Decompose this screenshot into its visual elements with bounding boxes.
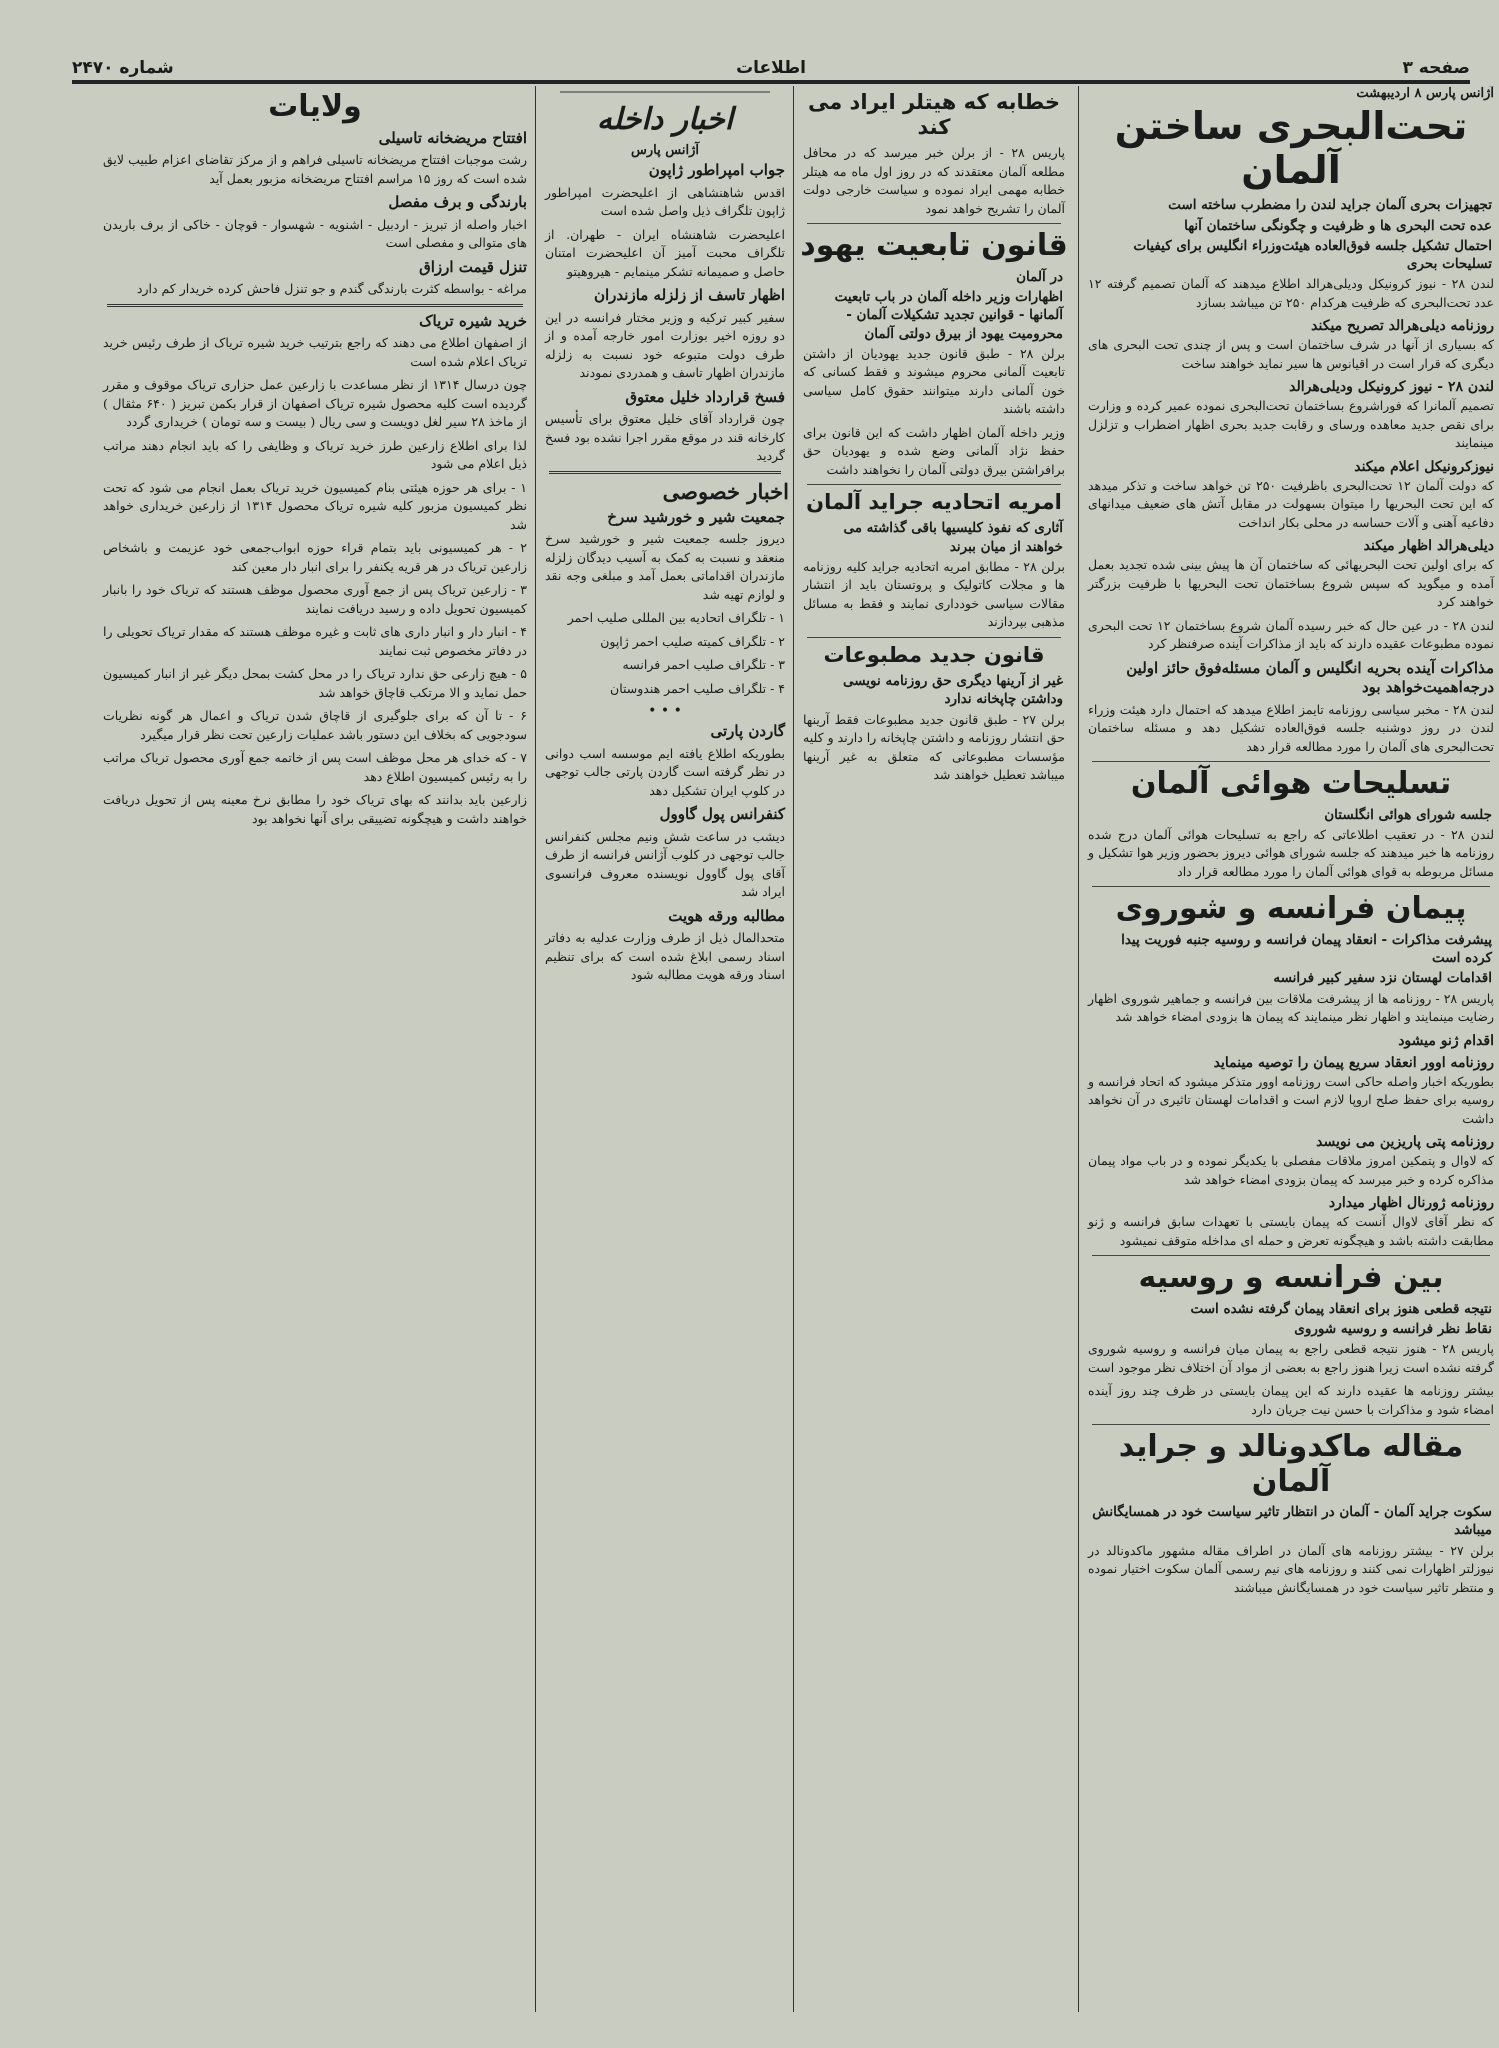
divider: [807, 484, 1061, 485]
paragraph: چون درسال ۱۳۱۴ از نظر مساعدت با زارعین عمل حزاری تریاک موقوف و مقرر گردیده است کلیه محصول شیره تریاک اصفهان از قرار بکمن تبریز ( ۶۴۰ مثقال ) از ماخذ ۲۸ سیر لغل دویست و سی ریال ( بیست و سه تومان ) خریداری گردد: [103, 377, 527, 429]
paragraph: برلن ۲۸ - طبق قانون جدید یهودیان از داشتن تابعیت آلمانی محروم میشوند و فقط کسانی که خون آلمانی دارند میتوانند حقوق کامل سیاسی داشته باشند: [803, 345, 1065, 417]
side-heading: روزنامه ژورنال اظهار میدارد: [1328, 1195, 1494, 1212]
paragraph: بطوریکه اطلاع یافته ایم موسسه اسب دوانی در نظر گرفته است گاردن پارتی جالب توجهی در کلوپ ایران تشکیل دهد: [545, 745, 785, 798]
subheadline: اظهارات وزیر داخله آلمان در باب تابعیت آلمانها - قوانین تجدید تشکیلات آلمان - محرومیت یهود از بیرق دولتی آلمان: [834, 289, 1063, 342]
paragraph: اقدس شاهنشاهی از اعلیحضرت امپراطور ژاپون تلگراف ذیل واصل شده است: [545, 184, 785, 218]
paragraph: ۵ - هیچ زارعی حق ندارد تریاک را در محل کشت بمحل دیگر غیر از انبار کمیسیون حمل نماید و الا مرتکب قاچاق خواهد شد: [103, 666, 527, 700]
headline-press-union: امریه اتحادیه جراید آلمان: [806, 490, 1062, 515]
headline: فسخ قرارداد خلیل معتوق: [625, 387, 785, 406]
column-rule: [793, 86, 794, 2012]
subheadline: آثاری که نفوذ کلیسیها باقی گذاشته می خواهند از میان ببرند: [843, 520, 1063, 555]
paragraph: ۷ - که خدای هر محل موظف است پس از خاتمه جمع آوری محصول تریاک مراتب را به رئیس کمیسیون اطلاع دهد: [103, 750, 527, 784]
divider: [107, 304, 523, 307]
paragraph: لندن ۲۸ - نیوز کرونیکل ودیلی‌هرالد اطلاع میدهند که آلمان تصمیم گرفته ۱۲ عدد تحت‌البحری که ظرفیت هرکدام ۲۵۰ تن میباشد بسازد: [1088, 276, 1494, 310]
headline-france-russia: بین فرانسه و روسیه: [1138, 1260, 1444, 1296]
subheadline: احتمال تشکیل جلسه فوق‌العاده هیئت‌وزراء انگلیس برای کیفیات تسلیحات بحری: [1133, 237, 1492, 273]
headline: بارندگی و برف مفصل: [388, 193, 527, 211]
column-foreign-news: [1084, 86, 1498, 2012]
paragraph: بیشتر روزنامه ها عقیده دارند که این پیمان بایستی در ظرف چند روز آینده امضاء شود و مذاکرات با حسن نیت جریان دارد: [1088, 1383, 1494, 1417]
agency-line: آژانس پارس ۸ اردیبهشت: [1356, 86, 1494, 101]
agency-line: آژانس پارس: [631, 143, 699, 158]
divider: [549, 471, 781, 474]
column-rule: [1078, 86, 1079, 2012]
paragraph: رشت موجبات افتتاح مریضخانه تاسیلی فراهم و از مرکز تقاضای اعزام طبیب لایق شده است که روز ۱۵ مراسم افتتاح مریضخانه مزبور بعمل آید: [103, 152, 527, 186]
paragraph: لندن ۲۸ - در تعقیب اطلاعاتی که راجع به تسلیحات هوائی آلمان درج شده روزنامه ها خبر میدهند که جلسه شورای هوائی دیروز بحضور وزیر هوا تشکیل و مسائل مربوطه به قوای هوائی آلمان را مورد مطالعه قرار داد: [1088, 826, 1495, 879]
headline-press-law: قانون جدید مطبوعات: [823, 642, 1045, 667]
divider: [807, 223, 1061, 224]
paper-name: اطلاعات: [736, 58, 806, 78]
paragraph: که لاوال و پتمکین امروز ملاقات مفصلی با یکدیگر نموده و در باب مواد پیمان مذاکره کرده و خبر میرسد که پیمان بزودی امضاء خواهد شد: [1088, 1153, 1494, 1187]
side-heading: اقدام ژنو میشود: [1398, 1032, 1494, 1049]
headline: افتتاح مریضخانه تاسیلی: [378, 128, 527, 147]
subheadline: جلسه شورای هوائی انگلستان: [1324, 806, 1492, 823]
divider: [1092, 761, 1490, 762]
headline: مطالبه ورقه هویت: [668, 906, 785, 925]
paragraph: از اصفهان اطلاع می دهند که راجع بترتیب خرید شیره تریاک از طرف رئیس خرید تریاک اعلام شده است: [103, 335, 527, 369]
headline: کنفرانس پول گاوول: [659, 805, 785, 824]
headline: تنزل قیمت ارزاق: [419, 257, 527, 276]
paragraph: سفیر کبیر ترکیه و وزیر مختار فرانسه در این دو روزه اخیر بوزارت امور خارجه آمده و از طرف دولت متبوعه خود نسبت به زلزله مازندران اظهار تاسف و همدردی نمودند: [545, 309, 785, 380]
paragraph: ۳ - تلگراف صلیب احمر فرانسه: [622, 657, 785, 673]
ornament-line: [550, 86, 780, 98]
paragraph: که برای اولین تحت البحریهائی که ساختمان آن ها پیش بینی شده تجدید بعمل آمده و میگوید که سپس شروع بساختمان تحت البحریها با ظرفیت بزرگتر خواهند کرد: [1088, 557, 1494, 610]
headline-air-armament: تسلیحات هوائی آلمان: [1130, 766, 1452, 802]
subheadline: عده تحت البحری ها و ظرفیت و چگونگی ساختمان آنها: [1184, 217, 1492, 234]
side-heading: نیوزکرونیکل اعلام میکند: [1354, 458, 1494, 475]
headline: اظهار تاسف از زلزله مازندران: [593, 286, 785, 304]
headline: خرید شیره تریاک: [419, 311, 527, 330]
column-domestic-news: [541, 86, 789, 2012]
side-heading: روزنامه پتی پاریزین می نویسد: [1316, 1134, 1494, 1151]
paragraph: دیروز جلسه جمعیت شیر و خورشید سرخ منعقد و نسبت به کمک به آسیب دیدگان زلزله مازندران اقداماتی بعمل آمد و مبلغی وجه نقد و لوازم تهیه شد: [545, 531, 785, 602]
side-heading: لندن ۲۸ - نیوز کرونیکل ودیلی‌هرالد: [1289, 379, 1494, 396]
paragraph: برلن ۲۷ - بیشتر روزنامه های آلمان در اطراف مقاله مشهور ماکدونالد در نیوزلتر اظهارات نمی کنند و روزنامه های نیم رسمی آلمان سکوت اختیار نموده و منتظر تاثیر سیاست خود در همسایگانش میباشند: [1088, 1542, 1494, 1595]
paragraph: برلن ۲۸ - مطابق امریه اتحادیه جراید کلیه روزنامه ها و مجلات کاتولیک و پروتستان باید از انتشار مقالات سیاسی خودداری نمایند و فقط به مسائل مذهبی بپردازند: [803, 558, 1065, 630]
paragraph: ۶ - تا آن که برای جلوگیری از قاچاق شدن تریاک و اعمال هر گونه نظریات سودجویی که بخلاف این دستور باشد عملیات زارعین تحت نظر قرار میگیرد: [103, 708, 527, 742]
subheadline: در آلمان: [1016, 268, 1063, 285]
side-heading: روزنامه اوور انعقاد سریع پیمان را توصیه مینماید: [1213, 1054, 1494, 1071]
subheadline: نتیجه قطعی هنوز برای انعقاد پیمان گرفته نشده است: [1190, 1300, 1492, 1317]
headline: جواب امپراطور ژاپون: [648, 161, 785, 179]
paragraph: برلن ۲۷ - طبق قانون جدید مطبوعات فقط آرینها حق انتشار روزنامه و داشتن چاپخانه را دارند و کلیه مؤسسات مطبوعاتی که متعلق به غیر آرینها میباشد تعطیل خواهند شد: [803, 711, 1065, 782]
divider: [1092, 886, 1490, 887]
separator-dots: • • •: [648, 703, 682, 720]
paragraph: مراغه - بواسطه کثرت بارندگی گندم و جو تنزل فاحش کرده خریدار کم دارد: [136, 281, 527, 296]
subheadline: غیر از آرینها دیگری حق روزنامه نویسی وداشتن چاپخانه ندارد: [842, 673, 1063, 708]
column-germany: [799, 86, 1069, 2012]
paragraph: چون قرارداد آقای خلیل معتوق برای تأسیس کارخانه قند در موقع مقرر اجرا نشده بود فسخ گردید: [545, 411, 785, 463]
subheadline: نقاط نظر فرانسه و روسیه شوروی: [1294, 1320, 1492, 1337]
headline-submarines: تحت‌البحری ساختن آلمان: [1114, 104, 1468, 192]
headline: گاردن پارتی: [710, 722, 785, 741]
subheadline: تجهیزات بحری آلمان جراید لندن را مضطرب ساخته است: [1168, 197, 1492, 214]
paragraph: ۱ - تلگراف اتحادیه بین المللی صلیب احمر: [567, 610, 785, 626]
divider: [1092, 1424, 1490, 1425]
headline-jewish-citizenship: قانون تابعیت یهود: [800, 228, 1068, 264]
paragraph: اعلیحضرت شاهنشاه ایران - طهران. از تلگراف محبت آمیز آن اعلیحضرت امتنان حاصل و صمیمانه تشکر مینمایم - هیروهیتو: [545, 226, 785, 279]
paragraph: تصمیم آلمانرا که فوراشروع بساختمان تحت‌البحری نموده عمیر کرده و وزارت برای نقص جدید معاهده ورسای و رقابت جدید بحری اظهار اضطراب و تزلزل مینمایند: [1088, 398, 1494, 451]
paragraph: زارعین باید بدانند که بهای تریاک خود را مطابق نرخ معینه پس از تحویل دریافت خواهند داشت و هیچگونه تضییقی برای آنها نخواهد بود: [103, 792, 527, 826]
subheadline: پیشرفت مذاکرات - انعقاد پیمان فرانسه و روسیه جنبه فوریت پیدا کرده است: [1121, 931, 1492, 967]
column-provinces: [99, 86, 531, 2012]
paragraph: ۱ - برای هر حوزه هیئتی بنام کمیسیون خرید تریاک بعمل انجام می شود که تحت نظر کمیسیون مزبور کلیه شیره تریاک محصول ۱۳۱۴ از زارعین خریداری خواهد شد: [103, 479, 527, 532]
divider: [1092, 1255, 1490, 1256]
paragraph: متحدالمال ذیل از طرف وزارت عدلیه به دفاتر اسناد رسمی ابلاغ شده است که برای تنظیم اسناد ورقه هویت مطالبه شود: [545, 930, 785, 983]
paragraph: دیشب در ساعت شش ونیم مجلس کنفرانس جالب توجهی در کلوب آژانس فرانسه از طرف آقای پول گاوول نویسنده معروف فرانسوی ایراد شد: [545, 828, 785, 900]
paragraph: که بسیاری از آنها در شرف ساختمان است و پس از چندی تحت البحری های دیگری که قرار است در اقیانوس ها سیر نماید خواهند ساخت: [1088, 337, 1494, 371]
side-heading: روزنامه دیلی‌هرالد تصریح میکند: [1311, 318, 1494, 335]
paragraph: ۲ - هر کمیسیونی باید بتمام قراء حوزه ابواب‌جمعی خود عزیمت و باشخاص زارعین تریاک در هر قریه یکنفر را برای انبار دار معین کند: [103, 540, 527, 574]
paragraph: لذا برای اطلاع زارعین طرز خرید تریاک و وظایفی را که باید انجام دهند مراتب ذیل اعلام می شود: [103, 437, 527, 471]
headline-franco-soviet-pact: پیمان فرانسه و شوروی: [1115, 891, 1467, 927]
headline-hitler-speech: خطابه که هیتلر ایراد می کند: [808, 90, 1060, 140]
headline-talks: مذاکرات آینده بحریه انگلیس و آلمان مسئله‌فوق حائز اولین درجه‌اهمیت‌خواهد بود: [1126, 658, 1494, 697]
section-title-private-news: اخبار خصوصی: [662, 478, 789, 504]
side-heading: دیلی‌هرالد اظهار میکند: [1363, 538, 1494, 555]
paragraph: اخبار واصله از تبریز - اردبیل - اشنویه - شهسوار - قوچان - خاکی از برف باریدن های متوالی و مفصلی است: [103, 216, 527, 250]
paragraph: ۴ - انبار دار و انبار داری های ثابت و غیره موظف هستند که مقدار تریاک تحویلی را در دفاتر مخصوص ثبت نمایند: [103, 624, 527, 658]
paragraph: لندن ۲۸ - مخبر سیاسی روزنامه‌ تایمز اطلاع میدهد که احتمال دارد هیئت وزراء لندن در روز دوشنبه جلسه فوق‌العاده تشکیل دهد و مسئله ساختمان تحت‌البحری های آلمان را مورد مطالعه قرار دهد: [1088, 701, 1495, 754]
paragraph: بطوریکه اخبار واصله حاکی است روزنامه اوور متذکر میشود که اتحاد فرانسه و روسیه برای حفظ صلح اروپا لازم است و اقدامات لهستان تاثیری در آن نخواهد داشت: [1088, 1073, 1494, 1126]
masthead: [72, 58, 1470, 84]
section-title-provinces: ولایات: [268, 89, 362, 124]
paragraph: که نظر آقای لاوال آنست که پیمان بایستی با تعهدات سابق فرانسه و ژنو مطابقت داشته باشد و هیچگونه تعرض و حمله ای مداخله متوقف نمیشود: [1088, 1214, 1494, 1248]
paragraph: ۲ - تلگراف کمیته صلیب احمر ژاپون: [600, 633, 785, 649]
subheadline: اقدامات لهستان نزد سفیر کبیر فرانسه: [1273, 970, 1492, 987]
paragraph: که دولت آلمان ۱۲ تحت‌البحری باظرفیت ۲۵۰ تن خواهد ساخت و تذکر میدهد که این تحت البحریها را میتوان بسهولت در مقابل آتش های ضعیف میدانهای دفاعیه آهنی و آلات حساسه در محلی بکار انداخت: [1088, 477, 1494, 530]
paragraph: ۴ - تلگراف صلیب احمر هندوستان: [610, 680, 785, 696]
paragraph: پاریس ۲۸ - روزنامه ها از پیشرفت ملاقات بین فرانسه و جماهیر شوروی اظهار رضایت مینمایند و اظهار نظر مینمایند که پیمان ها بزودی امضاء خواهد شد: [1088, 990, 1494, 1025]
page-number: صفحه ۳: [1402, 58, 1470, 78]
paragraph: ۳ - زارعین تریاک پس از جمع آوری محصول موظف هستند که تریاک خود را بانبار کمیسیون تحویل داده و رسید دریافت نمایند: [103, 582, 527, 616]
paragraph: پاریس ۲۸ - از برلن خبر میرسد که در محافل مطلعه آلمان معتقدند که در روز اول ماه مه هیتلر خطابه مهمی ایراد نموده و سیاست خارجی دولت آلمان را تشریح خواهد نمود: [803, 145, 1065, 216]
headline-macdonald-article: مقاله ماکدونالد و جراید آلمان: [1118, 1429, 1464, 1499]
headline: جمعیت شیر و خورشید سرخ: [607, 507, 785, 526]
divider: [807, 637, 1061, 638]
paragraph: لندن ۲۸ - در عین حال که خبر رسیده آلمان شروع بساختمان ۱۲ تحت البحری نموده مطبوعات عقیده دارند که باید از مذاکرات آینده صرفنظر کرد: [1088, 617, 1495, 652]
column-rule: [535, 86, 536, 2012]
subheadline: سکوت جراید آلمان - آلمان در انتظار تاثیر سیاست خود در همسایگانش میباشد: [1092, 1504, 1492, 1539]
section-title: اخبار داخله: [596, 102, 734, 137]
paragraph: پاریس ۲۸ - هنوز نتیجه قطعی راجع به پیمان میان فرانسه و روسیه شوروی گرفته نشده است زیرا هنوز راجع به بعضی از مواد آن اختلاف نظر موجود است: [1088, 1341, 1494, 1375]
issue-number: شماره ۲۴۷۰: [72, 58, 174, 78]
paragraph: وزیر داخله آلمان اظهار داشت که این قانون برای حفظ نژاد آلمانی وضع شده و یهودیان حق برافراشتن بیرق دولتی آلمان را نخواهند داشت: [803, 424, 1065, 477]
